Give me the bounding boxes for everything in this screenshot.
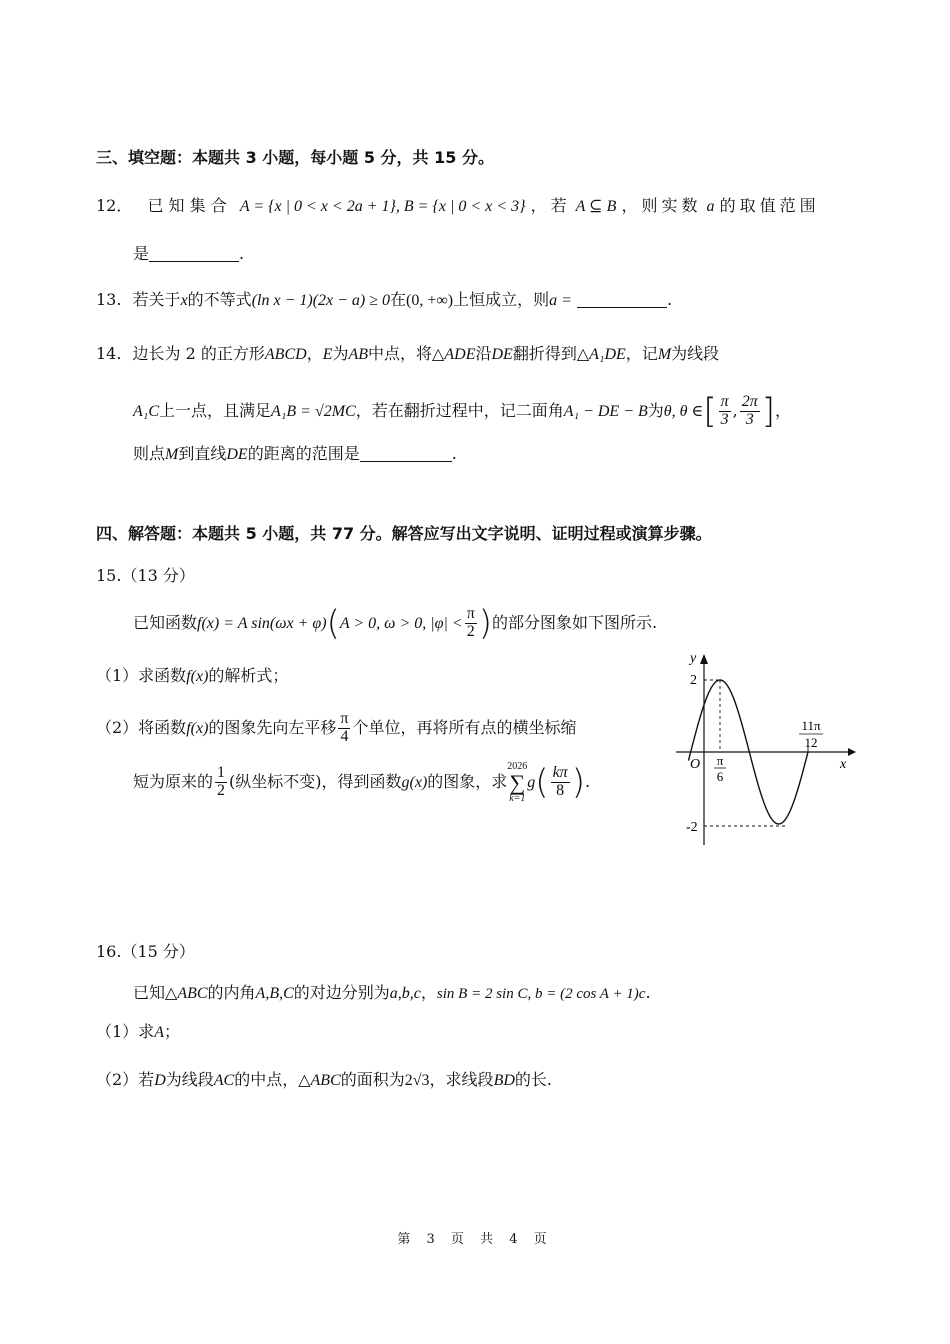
q12-end: .	[239, 244, 245, 263]
q14-text: 翻折得到△	[512, 344, 590, 363]
q15-text: 的图象先向左平移	[208, 718, 337, 737]
q16-text: ，求线段	[429, 1070, 494, 1089]
q13-interval: (0, +∞)	[406, 292, 454, 309]
q14-text: ，	[775, 400, 792, 420]
x2-denominator: 12	[804, 735, 818, 750]
x1-numerator: π	[716, 753, 724, 768]
q12-line1	[96, 195, 820, 218]
right-paren: )	[571, 762, 585, 803]
answer-blank[interactable]	[360, 445, 452, 462]
q14-line2: A₁C上一点，且满足A₁B = √2MC，若在翻折过程中，记二面角A₁ − DE − B为θ, θ ∈[ $\frac{\pi}{3}$ , $\frac{2\pi}{3}$ ]，	[133, 391, 792, 432]
right-bracket: ]	[761, 391, 775, 432]
q16-text: 已知△	[133, 983, 178, 1002]
q15-condition: A > 0, ω > 0, |φ| <	[339, 615, 463, 632]
q14-var: DE	[491, 346, 513, 363]
q16-text: .	[645, 983, 651, 1002]
left-paren: (	[535, 762, 549, 803]
q14-text: 到直线	[178, 444, 227, 463]
q12-text: 的取值范围	[719, 196, 820, 215]
section4-heading: 四、解答题：本题共 5 小题，共 77 分。解答应写出文字说明、证明过程或演算步骤。	[96, 524, 712, 543]
q16-var: BD	[493, 1072, 515, 1089]
fraction: $\frac{2\pi}{3}$	[741, 393, 758, 428]
q16-area: 2√3	[404, 1072, 430, 1089]
q15-intro	[133, 603, 658, 644]
q12-subset: A ⊆ B	[575, 198, 617, 215]
section3-heading: 三、填空题：本题共 3 小题，每小题 5 分，共 15 分。	[96, 148, 494, 167]
q16-equation: sin B = 2 sin C, b = (2 cos A + 1)c	[436, 986, 646, 1002]
q16-var: A,B,C	[255, 985, 294, 1002]
q14-text: 的距离的范围是	[247, 444, 360, 463]
fraction: $\frac{\pi}{4}$	[340, 710, 349, 745]
q14-var: AB	[348, 346, 369, 363]
q15-part2-line2	[133, 760, 590, 805]
q15-text: （2）将函数	[96, 718, 187, 737]
q12-text: ，若	[530, 196, 571, 215]
q14-text: ，	[306, 344, 323, 363]
q16-var: D	[154, 1072, 166, 1089]
answer-blank[interactable]	[577, 291, 667, 308]
y-axis-label: y	[690, 651, 697, 666]
q14-var: E	[322, 346, 333, 363]
q12-var: a	[706, 198, 715, 215]
q15-function: f(x)	[186, 720, 209, 737]
q12-text: ，则实数	[621, 196, 702, 215]
q14-var: A₁C	[133, 402, 160, 420]
q16-text: （1）求	[96, 1022, 155, 1041]
q13-text: 在	[390, 290, 407, 309]
q16-var: A	[154, 1024, 164, 1041]
q14-theta: θ, θ ∈	[663, 402, 704, 420]
q15-function: g	[527, 774, 536, 791]
q14-var: M	[165, 446, 179, 463]
q15-text: 的解析式；	[208, 666, 289, 685]
y-min-label: -2	[686, 820, 698, 835]
q14-line1	[96, 343, 719, 366]
x-axis-arrow-icon	[848, 748, 856, 756]
q16-part1	[96, 1021, 180, 1044]
right-paren: )	[478, 603, 493, 644]
q14-text: 沿	[475, 344, 492, 363]
y-axis-arrow-icon	[700, 654, 708, 664]
q12-text: 是	[133, 244, 150, 263]
q13-inequality: (ln x − 1)(2x − a) ≥ 0	[251, 292, 391, 309]
q14-text: 边长为 2 的正方形	[132, 344, 265, 363]
q14-text: 中点，将△	[368, 344, 445, 363]
q16-number: 16.（15 分）	[96, 942, 195, 961]
q14-text: 则点	[133, 444, 166, 463]
q14-var: M	[657, 346, 672, 363]
q16-text: ；	[163, 1022, 180, 1041]
q13-line	[96, 289, 672, 312]
q16-text: 的对边分别为	[293, 983, 390, 1002]
q16-text: 的内角	[207, 983, 256, 1002]
q16-var: ABC	[310, 1072, 341, 1089]
y-max-label: 2	[690, 673, 697, 688]
sine-graph	[668, 650, 858, 850]
q14-text: ，记	[625, 344, 658, 363]
left-paren: (	[326, 603, 340, 644]
q14-line3	[133, 443, 457, 466]
q14-text: 为线段	[671, 344, 720, 363]
q14-var: A₁DE	[589, 346, 626, 363]
x2-numerator: 11π	[801, 718, 821, 733]
q14-text: 为	[332, 344, 349, 363]
q14-end: .	[451, 444, 457, 463]
summation: 2026 ∑ k=1	[507, 760, 528, 804]
q16-var: AC	[213, 1072, 235, 1089]
fraction: $\frac{k\pi}{8}$	[552, 764, 568, 799]
q12-number: 12．	[96, 196, 133, 215]
q16-text: 的长.	[514, 1070, 552, 1089]
q14-text: 上一点，且满足	[159, 400, 272, 420]
sigma-icon: ∑	[509, 769, 526, 795]
q13-text: 的不等式	[187, 290, 252, 309]
q12-text: 已 知 集 合	[147, 196, 227, 215]
q15-part2-line1	[96, 710, 577, 747]
q16-text: 的面积为	[340, 1070, 405, 1089]
q14-var: ABCD	[264, 346, 307, 363]
q12-line2	[133, 243, 244, 265]
fraction: $\frac{1}{2}$	[217, 764, 226, 799]
q15-text: 的图象，求	[427, 772, 508, 791]
q12-sets: A = {x | 0 < x < 2a + 1}, B = {x | 0 < x < 3}	[239, 198, 526, 215]
q16-intro	[133, 982, 651, 1005]
q13-end: .	[667, 290, 673, 309]
left-bracket: [	[703, 391, 717, 432]
q13-var: x	[180, 292, 188, 309]
q15-function: f(x) = A sin(ωx + φ)	[197, 615, 327, 632]
origin-label: O	[690, 757, 701, 772]
q15-text: （1）求函数	[96, 666, 187, 685]
q16-var: ABC	[177, 985, 208, 1002]
answer-blank[interactable]	[149, 245, 239, 262]
fraction: $\frac{\pi}{2}$	[466, 605, 475, 640]
q15-text: 的部分图象如下图所示.	[492, 613, 658, 632]
q16-text: 的中点，△	[234, 1070, 311, 1089]
q15-part1	[96, 665, 288, 688]
q14-text: 为	[647, 400, 664, 420]
q15-function: f(x)	[186, 668, 209, 685]
q15-text: (纵坐标不变)，得到函数	[229, 772, 402, 791]
q14-var: DE	[226, 446, 248, 463]
q14-number: 14.	[96, 344, 122, 363]
q13-answer-label: a =	[549, 292, 572, 309]
x-axis-label: x	[840, 757, 847, 772]
q15-number: 15.（13 分）	[96, 566, 195, 585]
q16-text: 为线段	[165, 1070, 214, 1089]
q15-text: 已知函数	[133, 613, 198, 632]
fraction: $\frac{\pi}{3}$	[720, 393, 729, 428]
q14-dihedral: A₁ − DE − B	[563, 402, 648, 420]
page-footer: 第 3 页 共 4 页	[397, 1232, 553, 1247]
q15-text: 个单位，再将所有点的横坐标缩	[352, 718, 577, 737]
q15-text: .	[584, 772, 591, 791]
q14-var: ADE	[444, 346, 476, 363]
x1-denominator: 6	[716, 769, 724, 784]
q13-text: 若关于	[132, 290, 181, 309]
q15-text: 短为原来的	[133, 772, 214, 791]
q16-text: ，	[420, 983, 437, 1002]
q15-function: g(x)	[401, 774, 428, 791]
q16-part2	[96, 1069, 552, 1092]
q14-text: ，若在翻折过程中，记二面角	[355, 400, 564, 420]
q14-condition: A₁B = √2MC	[271, 402, 356, 420]
q16-text: （2）若	[96, 1070, 155, 1089]
q16-var: a,b,c	[389, 985, 421, 1002]
q13-number: 13.	[96, 290, 122, 309]
q13-text: 上恒成立，则	[453, 290, 550, 309]
